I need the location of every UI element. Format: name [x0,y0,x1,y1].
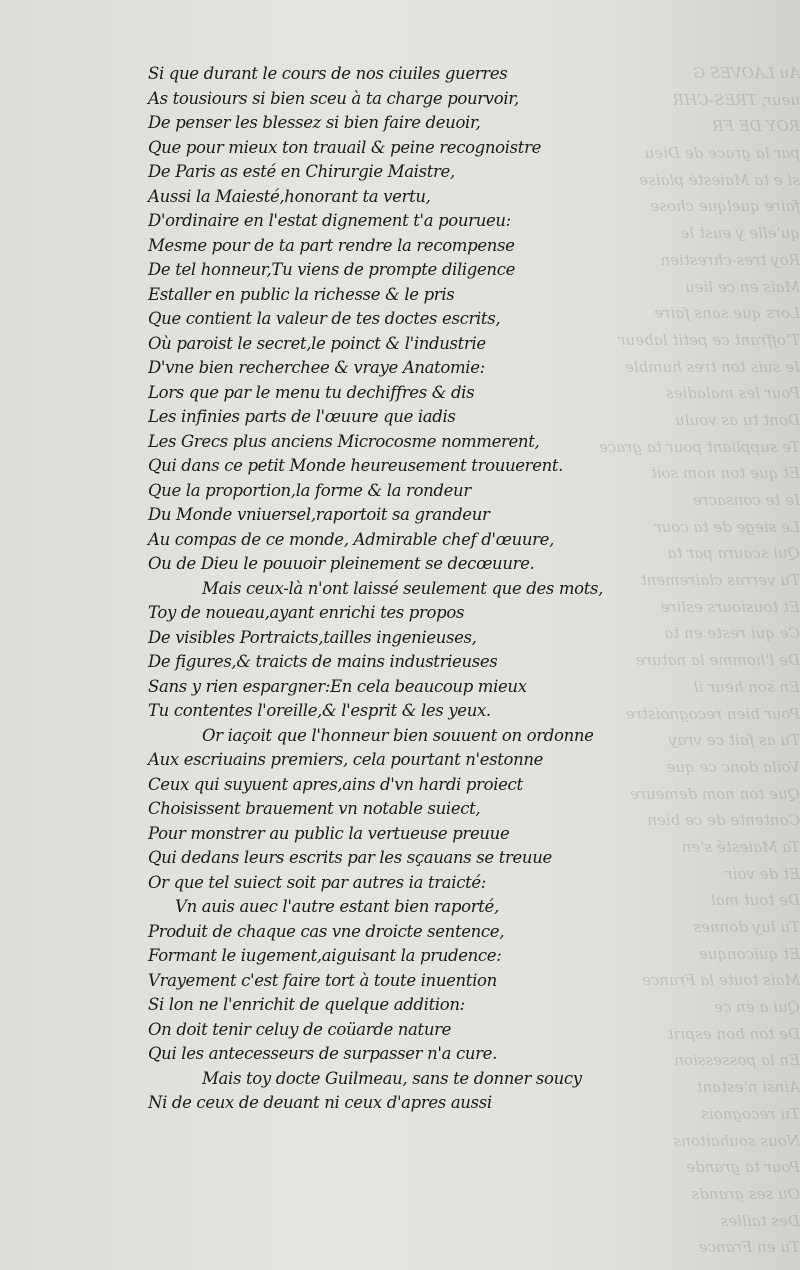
poem-line: Au compas de ce monde, Admirable chef d'œuure, [148,529,554,549]
poem-line: Qui dedans leurs escrits par les sçauans se treuue [148,848,552,867]
bleed-through-line: Mais en ce lieu [684,277,800,296]
poem-line: Les infinies parts de l'œuure que iadis [148,407,456,426]
bleed-through-line: Tu en France [698,1238,800,1257]
bleed-through-line: Ie te consacre [692,491,800,509]
bleed-through-line: Au LAOVES G [693,64,800,82]
bleed-through-line: Que ton nom demeure [629,784,800,803]
poem-line: Que pour mieux ton trauail & peine recognoistre [148,137,542,157]
poem-line: Choisissent brauement vn notable suiect, [148,799,481,818]
poem-line: Que contient la valeur de tes doctes escrits, [148,309,501,328]
bleed-through-line: Ou ses grands [691,1184,800,1203]
bleed-through-line: Et tousiours eslire [660,597,800,616]
bleed-through-line: Pour bien recognoistre [625,704,800,723]
poem-line: Mais ceux-là n'ont laissé seulement que des mots, [202,578,604,598]
bleed-through-line: Ie suis ton tres humble [624,357,800,376]
poem-line: De tel honneur,Tu viens de prompte diligence [148,260,516,279]
poem-line: Du Monde vniuersel,raportoit sa grandeur [148,505,490,524]
poem-line: Sans y rien espargner:En cela beaucoup mieux [148,676,527,696]
bleed-through-line: si e ta Maiesté plaise [639,170,800,189]
bleed-through-line: Voila donc ce que [666,757,800,776]
bleed-through-line: faire quelque chose [650,197,800,216]
bleed-through-line: Dont tu as voulu [674,410,800,429]
bleed-through-line: Et que ton nom soit [650,464,800,483]
poem-line: Lors que par le menu tu dechiffres & dis [148,382,475,402]
bleed-through-line: Le siege de ta cour [654,517,800,536]
poem-line: Vn auis auec l'autre estant bien raporté, [175,897,499,916]
bleed-through-line: Pour les maladies [665,384,800,403]
bleed-through-line: En son heur il [693,677,800,696]
poem-line: Mesme pour de ta part rendre la recompense [148,235,515,255]
poem-line: Où paroist le secret,le poinct & l'industrie [148,333,486,353]
poem-line: De visibles Portraicts,tailles ingenieuses, [148,627,477,647]
bleed-through-line: Roy tres-chrestien [660,250,800,269]
poem-line: De penser les blessez si bien faire deuoir, [148,113,481,132]
poem-line: Les Grecs plus anciens Microcosme nommerent, [148,431,540,451]
poem-line: Tu contentes l'oreille,& l'esprit & les yeux. [148,701,491,720]
bleed-through-line: Te suppliant pour ta grace [598,437,800,456]
bleed-through-line: Tu luy donnes [693,918,800,936]
poem-line: Que la proportion,la forme & la rondeur [148,480,471,500]
bleed-through-line: Des tailles [720,1211,800,1230]
poem-line: Formant le iugement,aiguisant la prudence: [148,946,502,965]
poem-text [148,62,604,1116]
poem-line: Aux escriuains premiers, cela pourtant n'estonne [148,750,544,769]
bleed-through-line: Et quiconque [698,944,800,963]
poem-line: Si lon ne l'enrichit de quelque addition: [148,995,465,1014]
poem-line: Ni de ceux de deuant ni ceux d'apres aussi [148,1093,492,1112]
bleed-through-line: Pour ta grande [686,1158,800,1177]
bleed-through-line: ROY DE FR [712,117,800,136]
bleed-through-line: Qui a en ce [714,998,800,1017]
bleed-through-line: par la grace de Dieu [644,144,800,163]
bleed-through-line: Lors que sans faire [654,304,800,323]
bleed-through-line: De tout mal [710,891,800,910]
poem-line: Vrayement c'est faire tort à toute inuention [148,970,497,990]
poem-line: Pour monstrer au public la vertueuse preuue [148,823,510,843]
bleed-through-line: T'offrant ce petit labeur [618,330,800,349]
bleed-through-line: ueur, TRES-CHR [672,90,800,109]
poem-line: De Paris as esté en Chirurgie Maistre, [148,162,455,181]
poem-line: Ceux qui suyuent apres,ains d'vn hardi proiect [148,774,523,794]
bleed-through-line: Mais toute la France [642,971,800,990]
poem-line: Aussi la Maiesté,honorant ta vertu, [148,186,431,206]
bleed-through-line: Nous souhaitons [673,1131,800,1150]
bleed-through-line: Ainsi n'estant [696,1078,800,1097]
poem-line: Produit de chaque cas vne droicte sentence, [148,921,505,941]
poem-line: As tousiours si bien sceu à ta charge pourvoir, [148,88,519,108]
bleed-through-line: De ton bon esprit [667,1024,800,1043]
bleed-through-line: En la possession [674,1051,800,1070]
bleed-through-line: Contente de ce bien [647,811,800,830]
poem-line: D'vne bien recherchee & vraye Anatomie: [148,358,485,377]
bleed-through-line: Qui scaura par ta [667,544,800,563]
bleed-through-line: Ce qui reste en ta [664,624,800,643]
bleed-through-line: Et de voir [725,864,800,883]
bleed-through-line: De l'homme la nature [635,651,800,670]
bleed-through-line: Tu verras clairement [640,571,800,590]
poem-line: Qui dans ce petit Monde heureusement trouuerent. [148,456,564,475]
poem-line: Or que tel suiect soit par autres ia traicté: [148,872,487,892]
poem-line: Or iaçoit que l'honneur bien souuent on ordonne [202,725,594,745]
bleed-through-text [545,60,800,1257]
poem-line: Si que durant le cours de nos ciuiles guerres [148,64,508,83]
poem-line: Ou de Dieu le pouuoir pleinement se decœuure. [148,554,535,573]
poem-line: On doit tenir celuy de coüarde nature [148,1019,452,1039]
bleed-through-line: Tu as fait ce vray [668,731,800,750]
poem-line: Qui les antecesseurs de surpasser n'a cure. [148,1044,497,1063]
poem-line: Toy de noueau,ayant enrichi tes propos [148,603,465,622]
poem-line: D'ordinaire en l'estat dignement t'a pourueu: [148,211,511,230]
bleed-through-line: qu'elle y eust le [680,224,800,243]
poem-line: Mais toy docte Guilmeau, sans te donner soucy [202,1068,582,1088]
poem-line: Estaller en public la richesse & le pris [148,284,455,304]
poem-line: De figures,& traicts de mains industrieuses [148,652,498,671]
bleed-through-line: Ta Maiesté s'en [681,837,800,856]
bleed-through-line: Tu recognois [701,1104,800,1123]
